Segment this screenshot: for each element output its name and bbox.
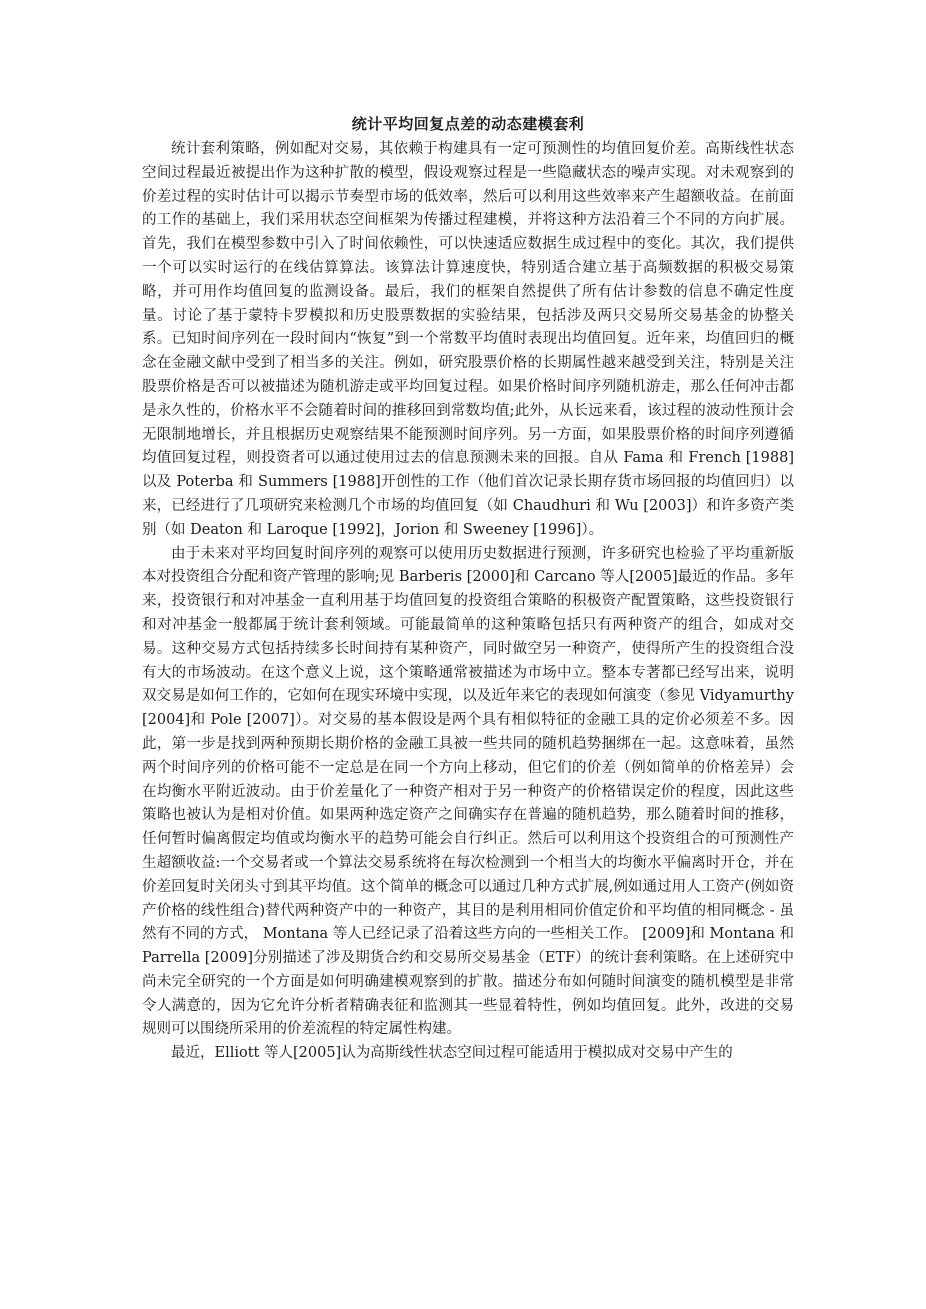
document-page <box>142 112 794 1066</box>
document-title: 统计平均回复点差的动态建模套利 <box>351 115 585 133</box>
paragraph-1: 统计套利策略，例如配对交易，其依赖于构建具有一定可预测性的均值回复价差。高斯线性状态空间过程最近被提出作为这种扩散的模型，假设观察过程是一些隐藏状态的噪声实现。对未观察到的价差过程的实时估计可以揭示节奏型市场的低效率，然后可以利用这些效率来产生超额收益。在前面的工作的基础上，我们采用状态空间框架为传播过程建模，并将这种方法沿着三个不同的方向扩展。首先，我们在模型参数中引入了时间依赖性，可以快速适应数据生成过程中的变化。其次，我们提供一个可以实时运行的在线估算算法。该算法计算速度快，特别适合建立基于高频数据的积极交易策略，并可用作均值回复的监测设备。最后，我们的框架自然提供了所有估计参数的信息不确定性度量。讨论了基于蒙特卡罗模拟和历史股票数据的实验结果，包括涉及两只交易所交易基金的协整关系。已知时间序列在一段时间内“恢复”到一个常数平均值时表现出均值回复。近年来，均值回归的概念在金融文献中受到了相当多的关注。例如，研究股票价格的长期属性越来越受到关注，特别是关注股票价格是否可以被描述为随机游走或平均回复过程。如果价格时间序列随机游走，那么任何冲击都是永久性的，价格水平不会随着时间的推移回到常数均值;此外，从长远来看，该过程的波动性预计会无限制地增长，并且根据历史观察结果不能预测时间序列。另一方面，如果股票价格的时间序列遵循均值回复过程，则投资者可以通过使用过去的信息预测未来的回报。自从 Fama 和 French [1988]以及 Poterba 和 Summers [1988]开创性的工作（他们首次记录长期存货市场回报的均值回归）以来，已经进行了几项研究来检测几个市场的均值回复（如 Chaudhuri 和 Wu [2003]）和许多资产类别（如 Deaton 和 Laroque [1992]，Jorion 和 Sweeney [1996]）。 <box>142 141 794 538</box>
paragraph-2: 由于未来对平均回复时间序列的观察可以使用历史数据进行预测，许多研究也检验了平均重新版本对投资组合分配和资产管理的影响;见 Barberis [2000]和 Carcano 等人[2005]最近的作品。多年来，投资银行和对冲基金一直利用基于均值回复的投资组合策略的积极资产配置策略，这些投资银行和对冲基金一般都属于统计套利领域。可能最简单的这种策略包括只有两种资产的组合，如成对交易。这种交易方式包括持续多长时间持有某种资产，同时做空另一种资产，使得所产生的投资组合没有大的市场波动。在这个意义上说，这个策略通常被描述为市场中立。整本专著都已经写出来，说明双交易是如何工作的，它如何在现实环境中实现，以及近年来它的表现如何演变（参见 Vidyamurthy [2004]和 Pole [2007]）。对交易的基本假设是两个具有相似特征的金融工具的定价必须差不多。因此，第一步是找到两种预期长期价格的金融工具被一些共同的随机趋势捆绑在一起。这意味着，虽然两个时间序列的价格可能不一定总是在同一个方向上移动，但它们的价差（例如简单的价格差异）会在均衡水平附近波动。由于价差量化了一种资产相对于另一种资产的价格错误定价的程度，因此这些策略也被认为是相对价值。如果两种选定资产之间确实存在普遍的随机趋势，那么随着时间的推移，任何暂时偏离假定均值或均衡水平的趋势可能会自行纠正。然后可以利用这个投资组合的可预测性产生超额收益:一个交易者或一个算法交易系统将在每次检测到一个相当大的均衡水平偏离时开仓，并在价差回复时关闭头寸到其平均值。这个简单的概念可以通过几种方式扩展,例如通过用人工资产(例如资产价格的线性组合)替代两种资产中的一种资产，其目的是利用相同价值定价和平均值的相同概念 - 虽然有不同的方式， Montana 等人已经记录了沿着这些方向的一些相关工作。 [2009]和 Montana 和 Parrella [2009]分别描述了涉及期货合约和交易所交易基金（ETF）的统计套利策略。在上述研究中尚未完全研究的一个方面是如何明确建模观察到的扩散。描述分布如何随时间演变的随机模型是非常令人满意的，因为它允许分析者精确表征和监测其一些显着特性，例如均值回复。此外，改进的交易规则可以围绕所采用的价差流程的特定属性构建。 <box>142 545 794 1038</box>
paragraph-3: 最近，Elliott 等人[2005]认为高斯线性状态空间过程可能适用于模拟成对交易中产生的 <box>171 1045 733 1062</box>
